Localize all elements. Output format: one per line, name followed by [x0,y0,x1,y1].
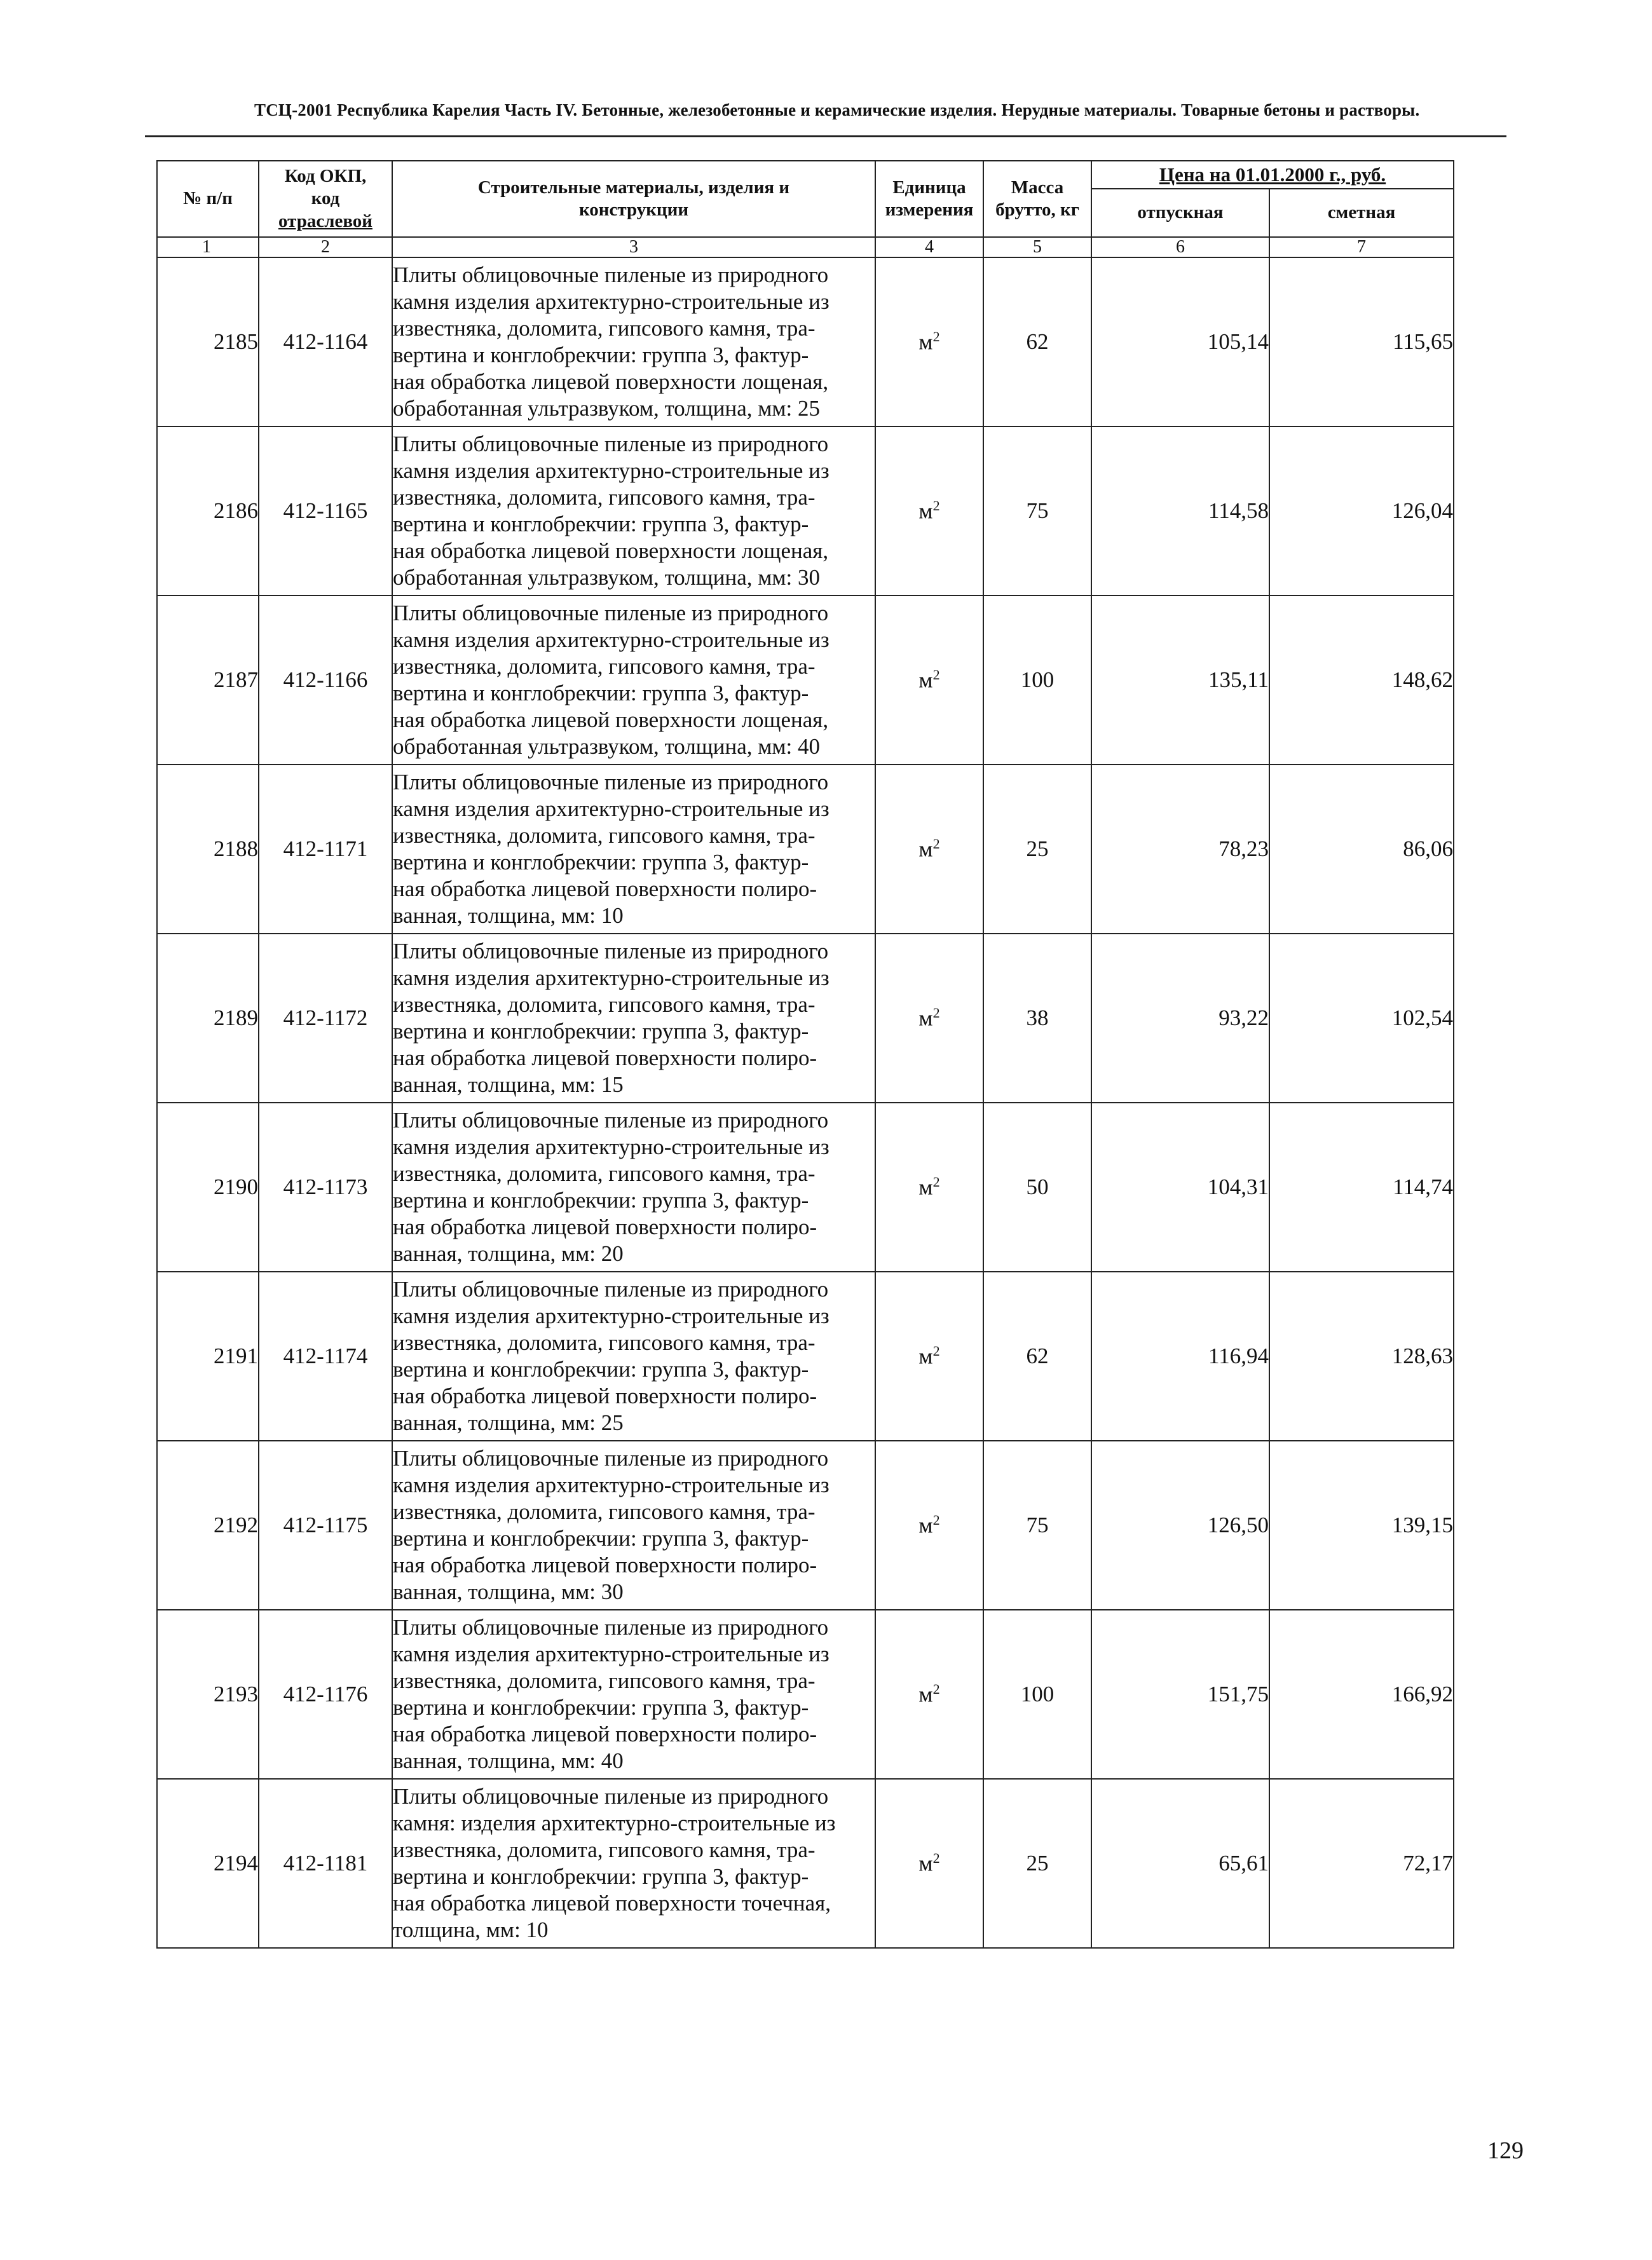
row-number: 2188 [157,765,259,934]
col-number-4: 4 [875,237,983,257]
description-line: обработанная ультразвуком, толщина, мм: 30 [393,565,821,590]
item-description [392,596,875,765]
gross-mass: 100 [983,596,1091,765]
col-header-unit [875,161,983,237]
unit-exponent: 2 [932,329,940,345]
description-line: ная обработка лицевой поверхности точечная, [393,1891,831,1916]
unit-cell [875,1103,983,1272]
row-number: 2186 [157,426,259,596]
page-number: 129 [1487,2137,1524,2164]
description-line: известняка, доломита, гипсового камня, тра- [393,654,816,679]
unit-cell [875,1441,983,1610]
description-line: ванная, толщина, мм: 20 [393,1241,624,1266]
col-header-mass [983,161,1091,237]
col-header-code-bottom: отраслевой [278,210,373,231]
table-row [157,596,1454,765]
gross-mass: 62 [983,257,1091,426]
okp-code: 412-1173 [259,1103,392,1272]
gross-mass: 75 [983,426,1091,596]
item-description [392,1441,875,1610]
description-line: вертина и конглобрекчии: группа 3, фактур- [393,512,809,536]
unit-base: м [918,1851,933,1876]
description-line: ванная, толщина, мм: 15 [393,1072,624,1097]
row-number: 2191 [157,1272,259,1441]
item-description [392,257,875,426]
price-estimate: 86,06 [1269,765,1454,934]
price-estimate: 128,63 [1269,1272,1454,1441]
unit-cell [875,596,983,765]
description-line: ванная, толщина, мм: 25 [393,1410,624,1435]
price-release: 116,94 [1091,1272,1269,1441]
description-line: ная обработка лицевой поверхности лощеная, [393,538,829,563]
gross-mass: 25 [983,765,1091,934]
col-header-name [392,161,875,237]
price-release: 114,58 [1091,426,1269,596]
col-header-mass-line2: брутто, кг [995,200,1079,220]
header-divider [145,135,1506,137]
unit-exponent: 2 [932,1850,940,1867]
description-line: Плиты облицовочные пиленые из природного [393,1108,829,1133]
description-line: Плиты облицовочные пиленые из природного [393,1615,829,1640]
description-line: Плиты облицовочные пиленые из природного [393,262,829,287]
price-estimate: 166,92 [1269,1610,1454,1779]
description-line: толщина, мм: 10 [393,1917,549,1942]
unit-cell [875,934,983,1103]
table-row [157,1441,1454,1610]
okp-code: 412-1175 [259,1441,392,1610]
table-row [157,1610,1454,1779]
unit-exponent: 2 [932,667,940,683]
running-title: ТСЦ-2001 Республика Карелия Часть IV. Бетонные, железобетонные и керамические изделия. Нерудные материалы. Товарные бетоны и растворы. [254,100,1420,119]
description-line: вертина и конглобрекчии: группа 3, фактур- [393,681,809,705]
unit-base: м [918,1344,933,1369]
unit-base: м [918,836,933,862]
gross-mass: 38 [983,934,1091,1103]
price-release: 104,31 [1091,1103,1269,1272]
description-line: ванная, толщина, мм: 40 [393,1748,624,1773]
unit-cell [875,257,983,426]
unit-base: м [918,667,933,693]
unit-base: м [918,329,933,355]
unit-exponent: 2 [932,836,940,852]
table-row [157,1103,1454,1272]
description-line: известняка, доломита, гипсового камня, тра- [393,1330,816,1355]
price-estimate: 114,74 [1269,1103,1454,1272]
unit-base: м [918,1005,933,1031]
col-header-unit-line1: Единица [892,177,966,198]
description-line: камня изделия архитектурно-строительные из [393,965,829,990]
unit-exponent: 2 [932,1005,940,1021]
col-header-mass-line1: Масса [1011,177,1064,198]
okp-code: 412-1181 [259,1779,392,1948]
description-line: ная обработка лицевой поверхности полиро- [393,1215,817,1239]
description-line: ная обработка лицевой поверхности полиро- [393,876,817,901]
unit-base: м [918,1682,933,1707]
col-header-unit-line2: измерения [885,200,974,220]
row-number: 2187 [157,596,259,765]
description-line: известняка, доломита, гипсового камня, тра- [393,1161,816,1186]
gross-mass: 75 [983,1441,1091,1610]
unit-cell [875,1272,983,1441]
price-estimate: 72,17 [1269,1779,1454,1948]
description-line: ная обработка лицевой поверхности лощеная, [393,369,829,394]
description-line: вертина и конглобрекчии: группа 3, фактур- [393,1019,809,1044]
description-line: ванная, толщина, мм: 10 [393,903,624,928]
description-line: Плиты облицовочные пиленые из природного [393,432,829,456]
description-line: известняка, доломита, гипсового камня, тра- [393,1668,816,1693]
description-line: камня изделия архитектурно-строительные из [393,458,829,483]
unit-exponent: 2 [932,498,940,514]
unit-cell [875,1779,983,1948]
col-number-6: 6 [1091,237,1269,257]
price-release: 105,14 [1091,257,1269,426]
description-line: Плиты облицовочные пиленые из природного [393,1277,829,1302]
item-description [392,1272,875,1441]
description-line: вертина и конглобрекчии: группа 3, фактур- [393,850,809,875]
price-estimate: 115,65 [1269,257,1454,426]
description-line: камня изделия архитектурно-строительные из [393,1304,829,1328]
item-description [392,1779,875,1948]
description-line: ванная, толщина, мм: 30 [393,1579,624,1604]
description-line: ная обработка лицевой поверхности полиро- [393,1384,817,1408]
price-release: 126,50 [1091,1441,1269,1610]
col-header-price-estimate: сметная [1269,189,1454,237]
table-row [157,257,1454,426]
price-estimate: 139,15 [1269,1441,1454,1610]
okp-code: 412-1164 [259,257,392,426]
price-release: 78,23 [1091,765,1269,934]
col-header-code-top: Код ОКП, [284,165,367,186]
col-header-price-release: отпускная [1091,189,1269,237]
okp-code: 412-1176 [259,1610,392,1779]
description-line: вертина и конглобрекчии: группа 3, фактур- [393,343,809,367]
okp-code: 412-1171 [259,765,392,934]
col-number-5: 5 [983,237,1091,257]
item-description [392,765,875,934]
col-number-3: 3 [392,237,875,257]
table-row [157,1272,1454,1441]
row-number: 2189 [157,934,259,1103]
description-line: Плиты облицовочные пиленые из природного [393,1446,829,1471]
description-line: обработанная ультразвуком, толщина, мм: 25 [393,396,821,421]
description-line: Плиты облицовочные пиленые из природного [393,1784,829,1809]
row-number: 2192 [157,1441,259,1610]
description-line: известняка, доломита, гипсового камня, тра- [393,992,816,1017]
description-line: камня изделия архитектурно-строительные из [393,627,829,652]
description-line: известняка, доломита, гипсового камня, тра- [393,316,816,341]
description-line: вертина и конглобрекчии: группа 3, фактур- [393,1357,809,1382]
description-line: ная обработка лицевой поверхности полиро- [393,1722,817,1746]
price-estimate: 102,54 [1269,934,1454,1103]
col-number-2: 2 [259,237,392,257]
description-line: камня изделия архитектурно-строительные из [393,1134,829,1159]
description-line: известняка, доломита, гипсового камня, тра- [393,1499,816,1524]
price-release: 93,22 [1091,934,1269,1103]
description-line: камня: изделия архитектурно-строительные из [393,1811,836,1835]
description-line: обработанная ультразвуком, толщина, мм: 40 [393,734,821,759]
description-line: Плиты облицовочные пиленые из природного [393,770,829,794]
col-number-7: 7 [1269,237,1454,257]
gross-mass: 62 [983,1272,1091,1441]
col-header-num: № п/п [157,161,259,237]
okp-code: 412-1172 [259,934,392,1103]
unit-exponent: 2 [932,1512,940,1528]
unit-exponent: 2 [932,1681,940,1698]
table-row [157,934,1454,1103]
okp-code: 412-1174 [259,1272,392,1441]
unit-base: м [918,1513,933,1538]
col-header-code [259,161,392,237]
okp-code: 412-1165 [259,426,392,596]
description-line: известняка, доломита, гипсового камня, тра- [393,823,816,848]
description-line: вертина и конглобрекчии: группа 3, фактур- [393,1864,809,1889]
item-description [392,1610,875,1779]
unit-cell [875,1610,983,1779]
description-line: камня изделия архитектурно-строительные из [393,796,829,821]
description-line: ная обработка лицевой поверхности полиро- [393,1553,817,1577]
description-line: ная обработка лицевой поверхности полиро- [393,1045,817,1070]
description-line: ная обработка лицевой поверхности лощеная, [393,707,829,732]
col-header-name-line1: Строительные материалы, изделия и [477,177,790,198]
gross-mass: 100 [983,1610,1091,1779]
row-number: 2194 [157,1779,259,1948]
unit-exponent: 2 [932,1174,940,1190]
description-line: вертина и конглобрекчии: группа 3, фактур- [393,1526,809,1551]
item-description [392,426,875,596]
description-line: вертина и конглобрекчии: группа 3, фактур- [393,1695,809,1720]
item-description [392,1103,875,1272]
table-row [157,765,1454,934]
gross-mass: 25 [983,1779,1091,1948]
item-description [392,934,875,1103]
description-line: известняка, доломита, гипсового камня, тра- [393,485,816,510]
col-header-price-group: Цена на 01.01.2000 г., руб. [1091,161,1454,189]
unit-cell [875,765,983,934]
description-line: Плиты облицовочные пиленые из природного [393,939,829,963]
unit-base: м [918,498,933,524]
row-number: 2193 [157,1610,259,1779]
description-line: камня изделия архитектурно-строительные из [393,1642,829,1666]
price-release: 135,11 [1091,596,1269,765]
description-line: камня изделия архитектурно-строительные из [393,289,829,314]
description-line: вертина и конглобрекчии: группа 3, фактур- [393,1188,809,1213]
gross-mass: 50 [983,1103,1091,1272]
description-line: Плиты облицовочные пиленые из природного [393,601,829,625]
col-number-1: 1 [157,237,259,257]
price-release: 151,75 [1091,1610,1269,1779]
table-row [157,1779,1454,1948]
price-estimate: 126,04 [1269,426,1454,596]
row-number: 2185 [157,257,259,426]
description-line: известняка, доломита, гипсового камня, тра- [393,1837,816,1862]
description-line: камня изделия архитектурно-строительные из [393,1473,829,1497]
unit-base: м [918,1174,933,1200]
price-release: 65,61 [1091,1779,1269,1948]
unit-exponent: 2 [932,1343,940,1359]
col-header-name-line2: конструкции [578,200,689,220]
row-number: 2190 [157,1103,259,1272]
table-row [157,426,1454,596]
unit-cell [875,426,983,596]
col-header-code-mid: код [311,188,340,209]
okp-code: 412-1166 [259,596,392,765]
column-number-row [157,237,1454,257]
price-table [156,160,1454,1949]
price-estimate: 148,62 [1269,596,1454,765]
